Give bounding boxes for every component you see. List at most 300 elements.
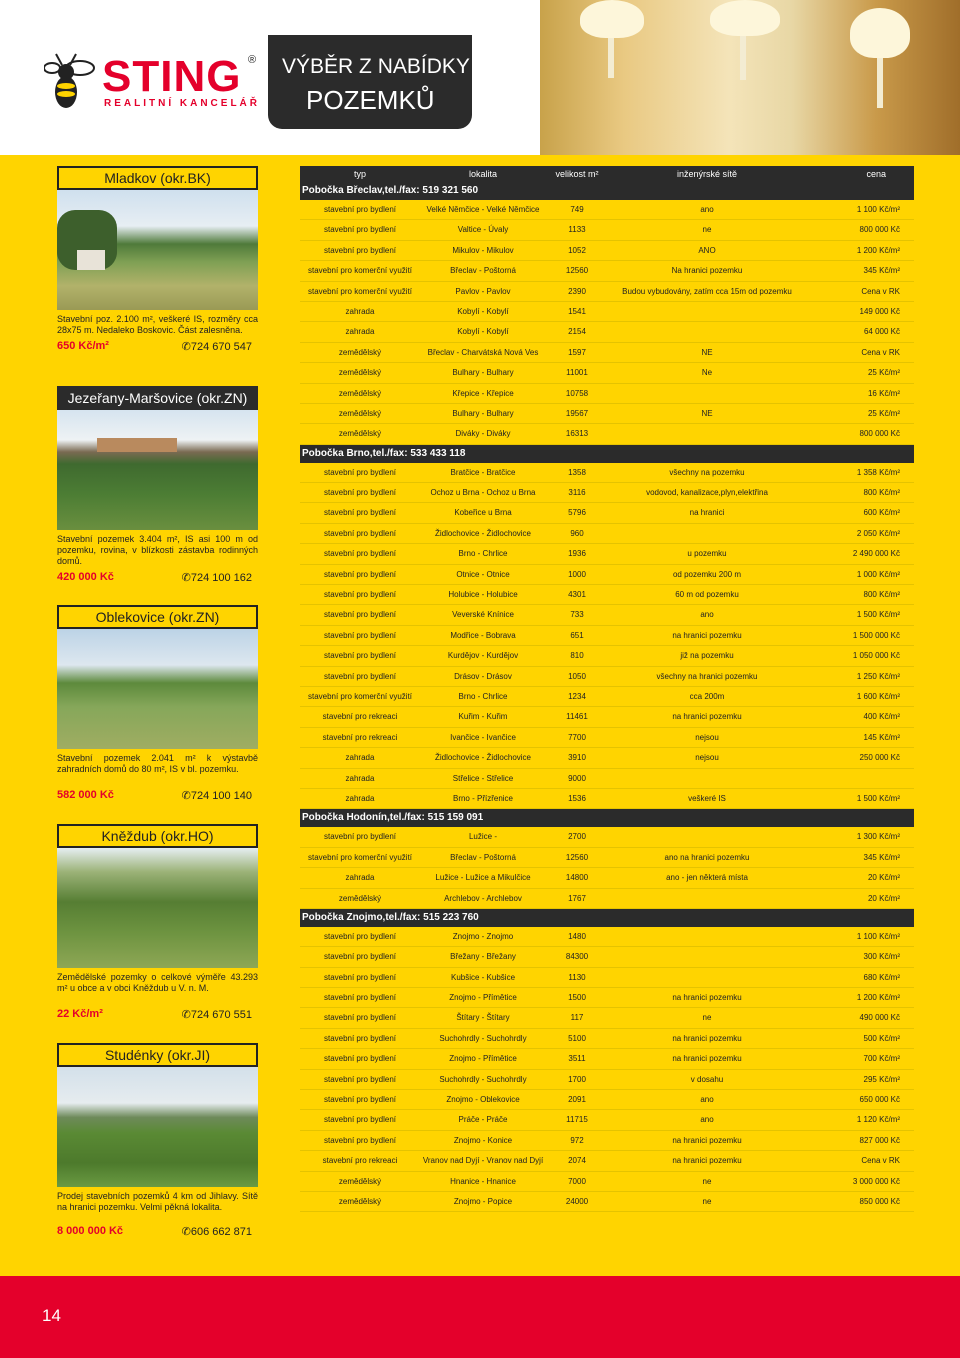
listing-description: Prodej stavebních pozemků 4 km od Jihlavy. Sítě na hranici pozemku. Velmi pěkná lokalita. bbox=[57, 1191, 258, 1212]
cell-utilities: Budou vybudovány, zatím cca 15m od pozemku bbox=[622, 286, 792, 296]
cell-type: zemědělský bbox=[338, 388, 382, 398]
cell-type: zahrada bbox=[345, 873, 375, 883]
cell-utilities bbox=[608, 827, 806, 846]
page-number: 14 bbox=[42, 1306, 61, 1325]
cell-size: 3116 bbox=[568, 488, 586, 498]
cell-size: 1936 bbox=[568, 549, 586, 559]
phone-icon: ✆ bbox=[181, 790, 191, 802]
brand-name: STING bbox=[102, 52, 242, 101]
listing-title: Oblekovice (okr.ZN) bbox=[57, 605, 258, 629]
cell-location: Modřice - Bobrava bbox=[450, 630, 516, 640]
cell-type: stavební pro bydlení bbox=[323, 993, 397, 1003]
table-row bbox=[300, 687, 914, 707]
cell-size: 24000 bbox=[565, 1196, 589, 1206]
cell-price: 300 Kč/m² bbox=[863, 952, 900, 962]
cell-utilities: již na pozemku bbox=[680, 651, 734, 661]
cell-type: stavební pro bydlení bbox=[323, 508, 397, 518]
cell-location: Mikulov - Mikulov bbox=[452, 245, 514, 255]
cell-type: stavební pro bydlení bbox=[323, 1135, 397, 1145]
cell-location: Ochoz u Brna - Ochoz u Brna bbox=[430, 488, 536, 498]
cell-utilities: nejsou bbox=[695, 753, 719, 763]
listing-description: Stavební pozemek 3.404 m², IS asi 100 m od pozemku, rovina, v blízkosti zástavba rodinných domů. bbox=[57, 534, 258, 566]
cell-location: Břeclav - Poštorná bbox=[450, 266, 516, 276]
column-header-location: lokalita bbox=[468, 169, 497, 179]
table-row bbox=[300, 463, 914, 483]
cell-size: 1536 bbox=[568, 793, 586, 803]
table-row bbox=[300, 322, 914, 342]
table-row bbox=[300, 483, 914, 503]
listing-phone: ✆606 662 871 bbox=[181, 1226, 252, 1238]
listing-title: Mladkov (okr.BK) bbox=[57, 166, 258, 190]
cell-size: 651 bbox=[570, 630, 584, 640]
cell-size: 810 bbox=[570, 651, 584, 661]
cell-utilities: Ne bbox=[701, 368, 713, 378]
cell-location: Střelice - Střelice bbox=[452, 773, 514, 783]
cell-price: 16 Kč/m² bbox=[867, 388, 900, 398]
cell-price: 1 300 Kč/m² bbox=[856, 832, 900, 842]
cell-size: 2091 bbox=[568, 1095, 586, 1105]
cell-type: stavební pro bydlení bbox=[323, 245, 397, 255]
cell-price: 3 000 000 Kč bbox=[852, 1176, 900, 1186]
cell-price: 680 Kč/m² bbox=[863, 972, 900, 982]
listing-photo bbox=[57, 629, 258, 749]
cell-size: 7700 bbox=[568, 732, 586, 742]
cell-location: Hnanice - Hnanice bbox=[450, 1176, 516, 1186]
cell-price: 20 Kč/m² bbox=[867, 893, 900, 903]
table-row bbox=[300, 261, 914, 281]
listing-price: 420 000 Kč bbox=[57, 571, 114, 583]
listing-title: Kněždub (okr.HO) bbox=[57, 824, 258, 848]
cell-price: 850 000 Kč bbox=[859, 1196, 900, 1206]
cell-size: 2390 bbox=[568, 286, 586, 296]
cell-size: 1541 bbox=[568, 306, 586, 316]
cell-size: 960 bbox=[570, 528, 584, 538]
table-row bbox=[300, 968, 914, 988]
table-row bbox=[300, 200, 914, 220]
cell-type: stavební pro komerční využití bbox=[307, 266, 413, 276]
listing-photo bbox=[57, 1067, 258, 1187]
cell-location: Bratčice - Bratčice bbox=[450, 467, 516, 477]
listing-description: Zemědělské pozemky o celkové výměře 43.293 m² u obce a v obci Kněždub u V. n. M. bbox=[57, 972, 258, 993]
cell-location: Kurdějov - Kurdějov bbox=[447, 651, 519, 661]
cell-type: stavební pro bydlení bbox=[323, 1095, 397, 1105]
cell-size: 11001 bbox=[566, 368, 588, 378]
cell-utilities: ne bbox=[702, 1013, 712, 1023]
cell-utilities: ano bbox=[700, 610, 714, 620]
table-row bbox=[300, 424, 914, 444]
cell-type: stavební pro bydlení bbox=[323, 1013, 397, 1023]
cell-utilities: na hranici pozemku bbox=[672, 1054, 742, 1064]
cell-utilities bbox=[608, 947, 806, 966]
cell-location: Brno - Chrlice bbox=[458, 549, 508, 559]
table-row bbox=[300, 1029, 914, 1049]
cell-utilities: na hranici pozemku bbox=[672, 630, 742, 640]
page-title-line2: POZEMKŮ bbox=[306, 85, 435, 115]
cell-price: 490 000 Kč bbox=[859, 1013, 900, 1023]
cell-type: stavební pro bydlení bbox=[323, 972, 397, 982]
table-row bbox=[300, 404, 914, 424]
cell-utilities: 60 m od pozemku bbox=[675, 590, 739, 600]
cell-type: zahrada bbox=[345, 793, 375, 803]
table-row bbox=[300, 667, 914, 687]
cell-size: 1130 bbox=[568, 972, 586, 982]
table-row bbox=[300, 1151, 914, 1171]
cell-price: 800 000 Kč bbox=[859, 225, 900, 235]
listing-phone: ✆724 100 162 bbox=[181, 572, 252, 584]
table-row bbox=[300, 889, 914, 909]
cell-size: 5100 bbox=[568, 1033, 586, 1043]
table-row bbox=[300, 827, 914, 847]
cell-location: Křepice - Křepice bbox=[452, 388, 514, 398]
cell-size: 7000 bbox=[568, 1176, 586, 1186]
cell-size: 749 bbox=[570, 205, 584, 214]
cell-size: 2700 bbox=[568, 832, 586, 842]
cell-price: 25 Kč/m² bbox=[867, 408, 900, 418]
cell-location: Kobeřice u Brna bbox=[454, 508, 512, 518]
table-row bbox=[300, 1090, 914, 1110]
cell-utilities bbox=[608, 927, 806, 946]
listing-price-row bbox=[57, 340, 258, 354]
cell-size: 1050 bbox=[568, 671, 586, 681]
cell-utilities: ne bbox=[702, 1196, 712, 1206]
table-row bbox=[300, 646, 914, 666]
cell-price: 500 Kč/m² bbox=[863, 1033, 900, 1043]
cell-size: 2154 bbox=[568, 327, 586, 337]
cell-price: 2 490 000 Kč bbox=[852, 549, 900, 559]
cell-utilities: NE bbox=[701, 408, 713, 418]
cell-location: Kobylí - Kobylí bbox=[457, 327, 509, 337]
cell-price: 800 000 Kč bbox=[859, 429, 900, 439]
cell-size: 1000 bbox=[568, 569, 586, 579]
cell-size: 1767 bbox=[568, 893, 586, 903]
listing-card bbox=[57, 605, 258, 803]
branch-header: Pobočka Hodonín,tel./fax: 515 159 091 bbox=[300, 809, 914, 827]
branch-header: Pobočka Znojmo,tel./fax: 515 223 760 bbox=[300, 909, 914, 927]
branch-header: Pobočka Brno,tel./fax: 533 433 118 bbox=[300, 445, 914, 463]
cell-price bbox=[806, 769, 914, 788]
cell-location: Znojmo - Přímětice bbox=[449, 1054, 517, 1064]
cell-type: zemědělský bbox=[338, 368, 382, 378]
cell-type: zemědělský bbox=[338, 1196, 382, 1206]
listing-price-row bbox=[57, 1008, 258, 1022]
table-row bbox=[300, 1008, 914, 1028]
cell-price: Cena v RK bbox=[861, 286, 900, 296]
cell-utilities: na hranici pozemku bbox=[672, 1135, 742, 1145]
table-row bbox=[300, 343, 914, 363]
table-row bbox=[300, 1049, 914, 1069]
page-footer bbox=[0, 1276, 960, 1358]
cell-size: 2074 bbox=[568, 1156, 586, 1166]
cell-size: 117 bbox=[570, 1013, 584, 1023]
listing-card bbox=[57, 166, 258, 354]
cell-location: Veverské Knínice bbox=[452, 610, 514, 620]
cell-type: zemědělský bbox=[338, 408, 382, 418]
cell-type: stavební pro bydlení bbox=[323, 610, 397, 620]
cell-price: 1 250 Kč/m² bbox=[856, 671, 900, 681]
cell-size: 733 bbox=[570, 610, 584, 620]
listing-photo bbox=[57, 848, 258, 968]
column-header-price: cena bbox=[866, 169, 886, 179]
sting-logo bbox=[44, 50, 264, 120]
table-row bbox=[300, 565, 914, 585]
column-header-type: typ bbox=[353, 169, 366, 179]
table-row bbox=[300, 868, 914, 888]
cell-location: Bulhary - Bulhary bbox=[452, 368, 514, 378]
cell-utilities: nejsou bbox=[695, 732, 719, 742]
page-title-line1: VÝBĚR Z NABÍDKY bbox=[282, 55, 470, 78]
cell-size: 1597 bbox=[568, 347, 586, 357]
cell-utilities bbox=[608, 302, 806, 321]
table-row bbox=[300, 789, 914, 809]
listing-photo bbox=[57, 190, 258, 310]
cell-price: 400 Kč/m² bbox=[863, 712, 900, 722]
cell-type: stavební pro bydlení bbox=[323, 1074, 397, 1084]
registered-mark: ® bbox=[248, 54, 257, 66]
cell-size: 1052 bbox=[568, 245, 586, 255]
cell-price: 25 Kč/m² bbox=[867, 368, 900, 378]
cell-location: Lužice - Lužice a Mikulčice bbox=[435, 873, 531, 883]
cell-type: zemědělský bbox=[338, 347, 382, 357]
cell-location: Břeclav - Charvátská Nová Ves bbox=[427, 347, 539, 357]
table-row bbox=[300, 988, 914, 1008]
cell-utilities: na hranici pozemku bbox=[672, 1156, 742, 1166]
cell-utilities: ne bbox=[702, 1176, 712, 1186]
cell-location: Pavlov - Pavlov bbox=[455, 286, 511, 296]
cell-utilities: všechny na hranici pozemku bbox=[656, 671, 758, 681]
cell-utilities: u pozemku bbox=[687, 549, 727, 559]
cell-size: 972 bbox=[570, 1135, 584, 1145]
cell-location: Lužice - bbox=[468, 832, 497, 842]
table-row bbox=[300, 1110, 914, 1130]
cell-price: Cena v RK bbox=[861, 347, 900, 357]
cell-utilities: na hranici bbox=[689, 508, 725, 518]
table-row bbox=[300, 524, 914, 544]
table-row bbox=[300, 503, 914, 523]
cell-price: 1 200 Kč/m² bbox=[856, 993, 900, 1003]
cell-location: Holubice - Holubice bbox=[448, 590, 518, 600]
listing-price: 22 Kč/m² bbox=[57, 1008, 103, 1020]
listing-price-row bbox=[57, 571, 258, 585]
cell-type: zemědělský bbox=[338, 1176, 382, 1186]
cell-utilities bbox=[608, 322, 806, 341]
cell-price: 1 500 Kč/m² bbox=[856, 793, 900, 803]
cell-utilities bbox=[608, 384, 806, 403]
table-row bbox=[300, 384, 914, 404]
table-row bbox=[300, 707, 914, 727]
cell-price: 145 Kč/m² bbox=[863, 732, 900, 742]
cell-size: 1700 bbox=[568, 1074, 586, 1084]
cell-size: 11461 bbox=[566, 712, 588, 722]
cell-size: 11715 bbox=[566, 1115, 588, 1125]
listing-price-row bbox=[57, 789, 258, 803]
cell-type: stavební pro bydlení bbox=[323, 832, 397, 842]
cell-type: stavební pro komerční využití bbox=[307, 852, 413, 862]
table-row bbox=[300, 769, 914, 789]
table-row bbox=[300, 1172, 914, 1192]
cell-location: Brno - Chrlice bbox=[458, 691, 508, 701]
cell-utilities: vodovod, kanalizace,plyn,elektřina bbox=[646, 488, 768, 498]
table-row bbox=[300, 605, 914, 625]
table-row bbox=[300, 363, 914, 383]
cell-utilities bbox=[608, 524, 806, 543]
cell-price: 1 600 Kč/m² bbox=[856, 691, 900, 701]
cell-location: Znojmo - Popice bbox=[453, 1196, 513, 1206]
cell-utilities: všechny na pozemku bbox=[669, 467, 745, 477]
cell-type: stavební pro bydlení bbox=[323, 590, 397, 600]
cell-type: stavební pro rekreaci bbox=[322, 732, 398, 742]
cell-utilities: na hranici pozemku bbox=[672, 993, 742, 1003]
table-row bbox=[300, 947, 914, 967]
cell-type: stavební pro bydlení bbox=[323, 528, 397, 538]
cell-utilities: ano bbox=[700, 1115, 714, 1125]
cell-utilities: ano bbox=[700, 1095, 714, 1105]
cell-utilities: ano - jen některá místa bbox=[666, 873, 748, 883]
listing-card bbox=[57, 1043, 258, 1239]
cell-size: 1480 bbox=[568, 931, 586, 941]
cell-type: zahrada bbox=[345, 327, 375, 337]
cell-price: 827 000 Kč bbox=[859, 1135, 900, 1145]
cell-location: Židlochovice - Židlochovice bbox=[434, 528, 532, 538]
cell-utilities bbox=[608, 968, 806, 987]
cell-location: Kuřim - Kuřim bbox=[458, 712, 508, 722]
cell-type: stavební pro bydlení bbox=[323, 225, 397, 235]
cell-location: Břežany - Břežany bbox=[450, 952, 516, 962]
listing-price: 582 000 Kč bbox=[57, 789, 114, 801]
cell-size: 9000 bbox=[568, 773, 586, 783]
cell-utilities: Na hranici pozemku bbox=[671, 266, 743, 276]
brand-subtitle: REALITNÍ KANCELÁŘ bbox=[104, 98, 260, 109]
cell-utilities: na hranici pozemku bbox=[672, 1033, 742, 1043]
cell-utilities: ano bbox=[700, 205, 714, 214]
table-row bbox=[300, 282, 914, 302]
cell-price: 1 500 000 Kč bbox=[852, 630, 900, 640]
cell-price: 20 Kč/m² bbox=[867, 873, 900, 883]
cell-size: 19567 bbox=[565, 408, 589, 418]
cell-price: 1 120 Kč/m² bbox=[856, 1115, 900, 1125]
table-row bbox=[300, 1070, 914, 1090]
cell-location: Břeclav - Poštorná bbox=[450, 852, 516, 862]
cell-price: 250 000 Kč bbox=[859, 753, 900, 763]
cell-location: Diváky - Diváky bbox=[455, 429, 511, 439]
cell-price: 345 Kč/m² bbox=[863, 266, 900, 276]
cell-type: zahrada bbox=[345, 753, 375, 763]
listing-description: Stavební pozemek 2.041 m² k výstavbě zahradních domů do 80 m², IS v bl. pozemku. bbox=[57, 753, 258, 774]
table-row bbox=[300, 748, 914, 768]
cell-utilities: ANO bbox=[698, 245, 716, 255]
cell-price: 800 Kč/m² bbox=[863, 590, 900, 600]
cell-price: 1 050 000 Kč bbox=[852, 651, 900, 661]
cell-price: 1 358 Kč/m² bbox=[856, 467, 900, 477]
page-title-box bbox=[268, 35, 472, 129]
cell-location: Znojmo - Konice bbox=[453, 1135, 513, 1145]
cell-size: 1358 bbox=[568, 467, 586, 477]
table-row bbox=[300, 1192, 914, 1212]
cell-location: Kubšice - Kubšice bbox=[450, 972, 516, 982]
cell-size: 12560 bbox=[565, 266, 589, 276]
cell-utilities: NE bbox=[701, 347, 713, 357]
cell-size: 4301 bbox=[568, 590, 586, 600]
cell-type: stavební pro komerční využití bbox=[307, 691, 413, 701]
cell-type: stavební pro bydlení bbox=[323, 1054, 397, 1064]
cell-size: 1133 bbox=[568, 225, 586, 235]
cell-price: 295 Kč/m² bbox=[863, 1074, 900, 1084]
cell-type: stavební pro bydlení bbox=[323, 488, 397, 498]
cell-size: 12560 bbox=[565, 852, 589, 862]
cell-location: Štítary - Štítary bbox=[456, 1013, 510, 1023]
cell-location: Archlebov - Archlebov bbox=[444, 893, 522, 903]
listings-table bbox=[300, 166, 914, 1212]
cell-price: 64 000 Kč bbox=[863, 327, 900, 337]
column-header-size: velikost m² bbox=[555, 169, 599, 179]
table-row bbox=[300, 220, 914, 240]
cell-type: stavební pro bydlení bbox=[323, 205, 397, 214]
table-header bbox=[300, 166, 914, 182]
cell-price: 1 100 Kč/m² bbox=[856, 931, 900, 941]
listing-card bbox=[57, 386, 258, 585]
cell-price: 345 Kč/m² bbox=[863, 852, 900, 862]
cell-location: Ivančice - Ivančice bbox=[450, 732, 516, 742]
listing-price: 8 000 000 Kč bbox=[57, 1225, 124, 1237]
cell-utilities bbox=[608, 889, 806, 908]
cell-type: stavební pro bydlení bbox=[323, 952, 397, 962]
listing-price-row bbox=[57, 1225, 258, 1239]
cell-type: stavební pro bydlení bbox=[323, 1033, 397, 1043]
cell-location: Židlochovice - Židlochovice bbox=[434, 753, 532, 763]
table-row bbox=[300, 848, 914, 868]
cell-type: stavební pro bydlení bbox=[323, 931, 397, 941]
listing-price: 650 Kč/m² bbox=[57, 340, 109, 352]
cell-utilities bbox=[608, 424, 806, 443]
cell-utilities bbox=[608, 769, 806, 788]
listing-title: Studénky (okr.JI) bbox=[57, 1043, 258, 1067]
cell-price: 149 000 Kč bbox=[859, 306, 900, 316]
listing-title: Jezeřany-Maršovice (okr.ZN) bbox=[57, 386, 258, 410]
table-row bbox=[300, 626, 914, 646]
cell-price: 1 100 Kč/m² bbox=[856, 205, 900, 214]
cell-location: Brno - Přízřenice bbox=[452, 793, 514, 803]
cell-location: Znojmo - Oblekovice bbox=[446, 1095, 520, 1105]
cell-location: Velké Němčice - Velké Němčice bbox=[426, 205, 540, 214]
cell-type: zemědělský bbox=[338, 429, 382, 439]
listing-card bbox=[57, 824, 258, 1022]
cell-location: Práče - Práče bbox=[458, 1115, 508, 1125]
cell-utilities: na hranici pozemku bbox=[672, 712, 742, 722]
cell-size: 14800 bbox=[565, 873, 589, 883]
table-row bbox=[300, 1131, 914, 1151]
cell-price: Cena v RK bbox=[861, 1156, 900, 1166]
column-header-utilities: inženýrské sítě bbox=[676, 169, 738, 179]
table-row bbox=[300, 728, 914, 748]
cell-size: 84300 bbox=[565, 952, 589, 962]
cell-location: Kobylí - Kobylí bbox=[457, 306, 509, 316]
branch-header: Pobočka Břeclav,tel./fax: 519 321 560 bbox=[300, 182, 914, 200]
cell-utilities: od pozemku 200 m bbox=[672, 569, 742, 579]
cell-location: Valtice - Úvaly bbox=[457, 225, 509, 235]
cell-price: 700 Kč/m² bbox=[863, 1054, 900, 1064]
phone-icon: ✆ bbox=[181, 1226, 191, 1238]
cell-utilities: cca 200m bbox=[689, 691, 725, 701]
cell-type: stavební pro bydlení bbox=[323, 569, 397, 579]
cell-type: stavební pro bydlení bbox=[323, 467, 397, 477]
cell-price: 600 Kč/m² bbox=[863, 508, 900, 518]
cell-price: 650 000 Kč bbox=[859, 1095, 900, 1105]
cell-price: 2 050 Kč/m² bbox=[856, 528, 900, 538]
cell-type: stavební pro bydlení bbox=[323, 630, 397, 640]
cell-utilities: ano na hranici pozemku bbox=[664, 852, 750, 862]
cell-size: 3511 bbox=[568, 1054, 586, 1064]
cell-location: Vranov nad Dyjí - Vranov nad Dyjí bbox=[422, 1156, 544, 1166]
cell-type: stavební pro rekreaci bbox=[322, 1156, 398, 1166]
